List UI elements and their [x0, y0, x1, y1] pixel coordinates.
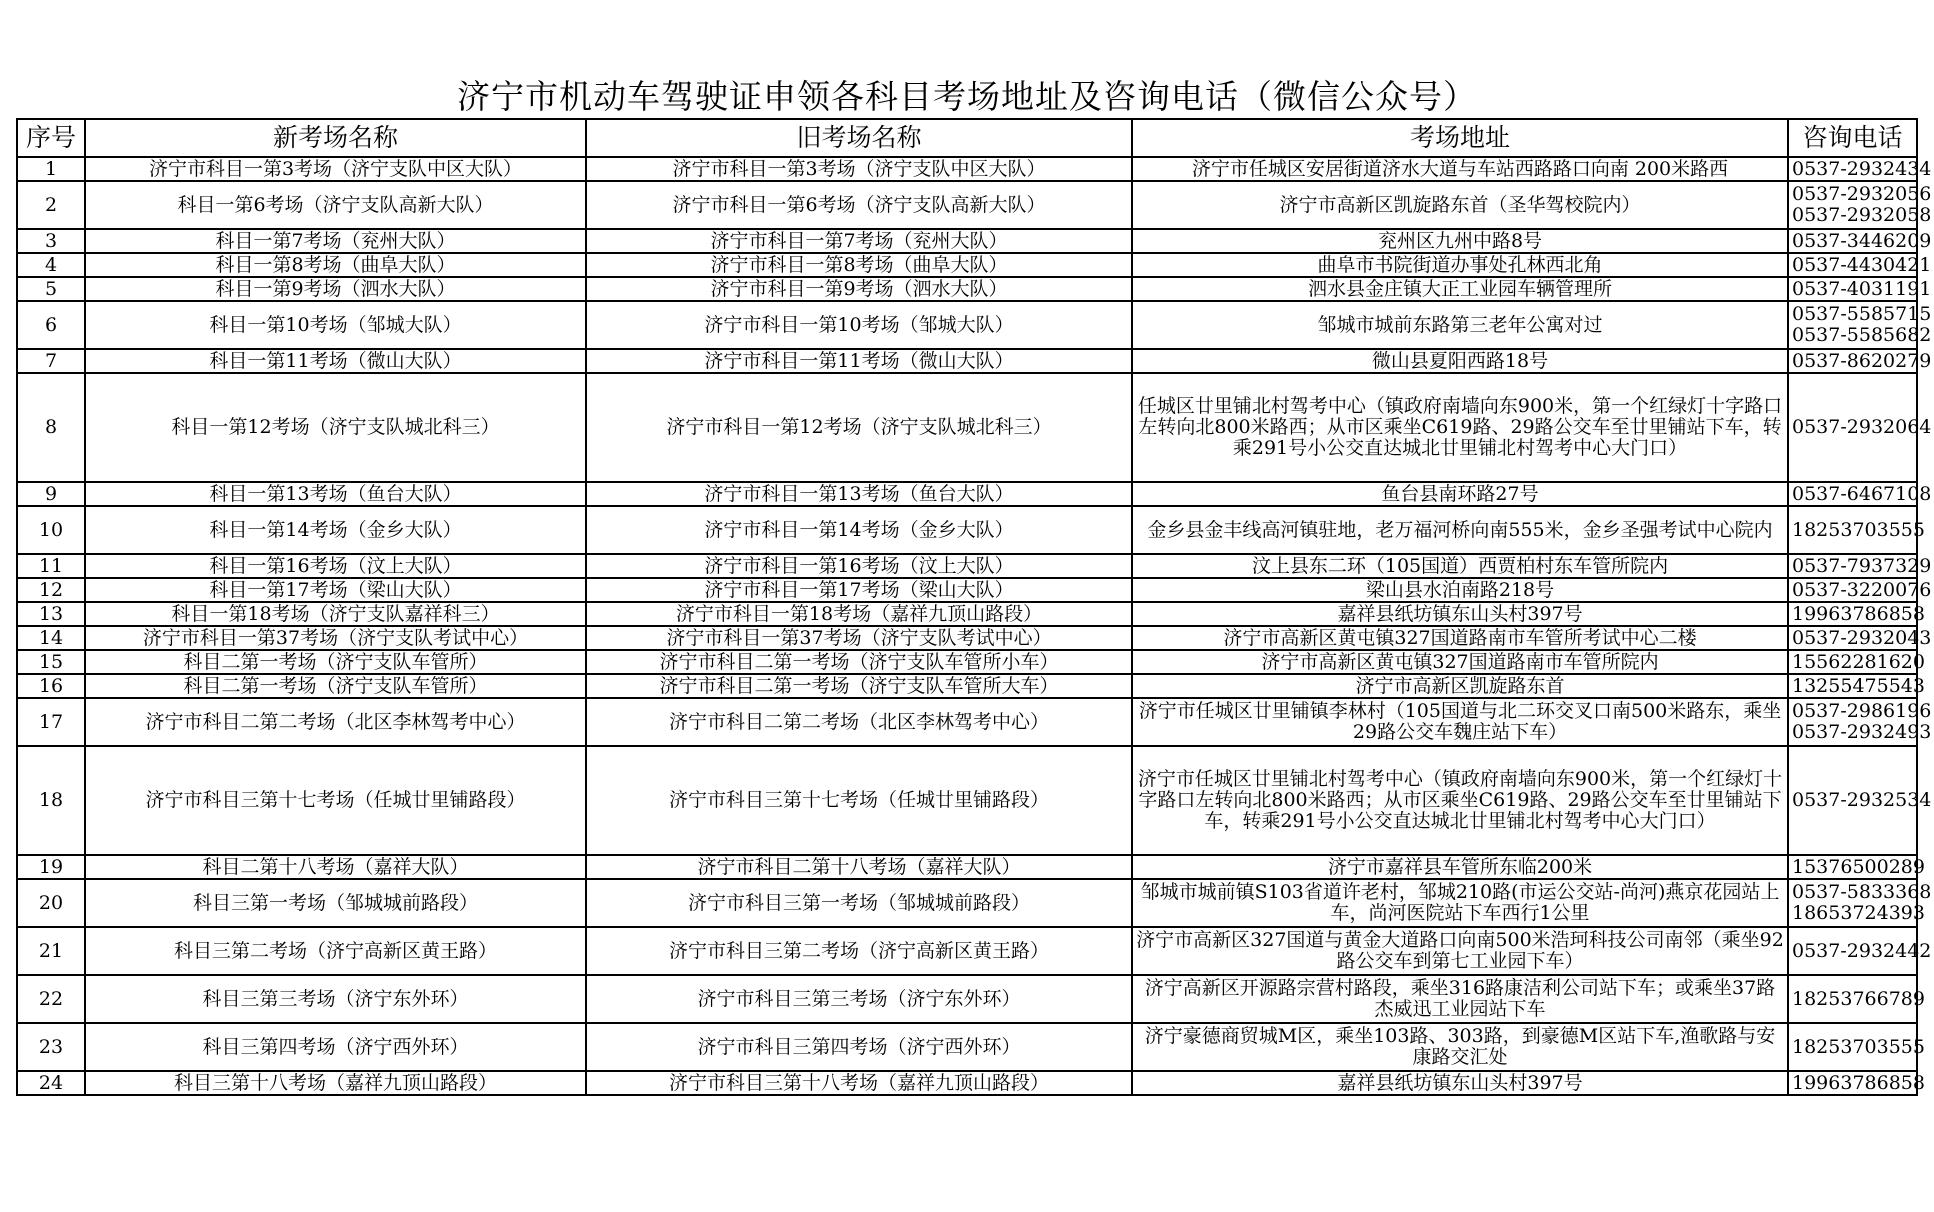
cell-new-name: 济宁市科目三第十七考场（任城廿里铺路段） [85, 746, 586, 855]
phone-number: 15376500289 [1792, 855, 1925, 878]
cell-phone [1788, 674, 1925, 698]
cell-address: 兖州区九州中路8号 [1132, 229, 1788, 253]
header-new-name: 新考场名称 [85, 119, 586, 157]
cell-phone [1788, 927, 1932, 975]
cell-phone [1788, 277, 1932, 301]
phone-number: 0537-2986196 [1792, 700, 1932, 722]
cell-no: 20 [17, 879, 85, 927]
table-row [17, 975, 1917, 1023]
cell-new-name: 科目一第17考场（梁山大队） [85, 578, 586, 602]
phone-number: 19963786858 [1792, 602, 1925, 625]
cell-address: 邹城市城前镇S103省道许老村，邹城210路(市运公交站-尚河)燕京花园站上车，尚河医院站下车西行1公里 [1132, 879, 1788, 927]
cell-address: 嘉祥县纸坊镇东山头村397号 [1132, 1071, 1788, 1095]
cell-phone [1788, 1071, 1925, 1095]
cell-address: 济宁市高新区黄屯镇327国道路南市车管所院内 [1132, 650, 1788, 674]
cell-address: 济宁市高新区黄屯镇327国道路南市车管所考试中心二楼 [1132, 626, 1788, 650]
cell-old-name: 济宁市科目三第二考场（济宁高新区黄王路） [586, 927, 1132, 975]
cell-phone [1788, 157, 1932, 181]
cell-address: 汶上县东二环（105国道）西贾柏村东车管所院内 [1132, 554, 1788, 578]
cell-phone [1788, 602, 1925, 626]
phone-number: 0537-5585715 [1792, 303, 1932, 325]
cell-no: 5 [17, 277, 85, 301]
exam-site-table [16, 118, 1932, 1096]
cell-no: 22 [17, 975, 85, 1023]
cell-address: 济宁市高新区凯旋路东首（圣华驾校院内） [1132, 181, 1788, 229]
cell-old-name: 济宁市科目一第14考场（金乡大队） [586, 506, 1132, 554]
cell-phone [1788, 855, 1925, 879]
cell-new-name: 科目一第18考场（济宁支队嘉祥科三） [85, 602, 586, 626]
phone-number: 0537-3220076 [1792, 578, 1932, 601]
cell-new-name: 科目二第一考场（济宁支队车管所） [85, 650, 586, 674]
cell-address: 泗水县金庄镇大正工业园车辆管理所 [1132, 277, 1788, 301]
table-row [17, 626, 1917, 650]
cell-address: 金乡县金丰线高河镇驻地，老万福河桥向南555米，金乡圣强考试中心院内 [1132, 506, 1788, 554]
phone-number: 0537-2932534 [1792, 789, 1932, 811]
header-old-name: 旧考场名称 [586, 119, 1132, 157]
cell-old-name: 济宁市科目一第3考场（济宁支队中区大队） [586, 157, 1132, 181]
cell-old-name: 济宁市科目一第6考场（济宁支队高新大队） [586, 181, 1132, 229]
cell-no: 14 [17, 626, 85, 650]
cell-old-name: 济宁市科目三第十八考场（嘉祥九顶山路段） [586, 1071, 1132, 1095]
phone-number: 18253703555 [1792, 1035, 1925, 1058]
phone-number: 0537-6467108 [1792, 482, 1932, 505]
cell-phone [1788, 373, 1932, 482]
table-row [17, 301, 1917, 349]
cell-old-name: 济宁市科目二第十八考场（嘉祥大队） [586, 855, 1132, 879]
cell-address: 济宁市任城区廿里铺北村驾考中心（镇政府南墙向东900米，第一个红绿灯十字路口左转向北800米路西；从市区乘坐C619路、29路公交车至廿里铺站下车，转乘291号小公交直达城北廿里铺北村驾考中心大门口） [1132, 746, 1788, 855]
cell-address: 济宁高新区开源路宗营村路段，乘坐316路康洁利公司站下车；或乘坐37路杰威迅工业园站下车 [1132, 975, 1788, 1023]
cell-address: 鱼台县南环路27号 [1132, 482, 1788, 506]
cell-address: 济宁市嘉祥县车管所东临200米 [1132, 855, 1788, 879]
cell-phone [1788, 975, 1925, 1023]
cell-new-name: 济宁市科目一第3考场（济宁支队中区大队） [85, 157, 586, 181]
table-row [17, 253, 1917, 277]
cell-no: 1 [17, 157, 85, 181]
phone-number: 0537-2932043 [1792, 626, 1932, 649]
cell-no: 23 [17, 1023, 85, 1071]
cell-new-name: 科目一第8考场（曲阜大队） [85, 253, 586, 277]
cell-no: 9 [17, 482, 85, 506]
cell-no: 16 [17, 674, 85, 698]
phone-number: 0537-3446209 [1792, 229, 1932, 252]
cell-old-name: 济宁市科目一第18考场（嘉祥九顶山路段） [586, 602, 1132, 626]
cell-new-name: 科目三第四考场（济宁西外环） [85, 1023, 586, 1071]
cell-no: 13 [17, 602, 85, 626]
cell-no: 17 [17, 698, 85, 746]
cell-new-name: 科目一第6考场（济宁支队高新大队） [85, 181, 586, 229]
header-address: 考场地址 [1132, 119, 1788, 157]
table-row [17, 1023, 1917, 1071]
header-row [17, 119, 1917, 157]
table-row [17, 746, 1917, 855]
phone-number: 0537-5585682 [1792, 324, 1932, 346]
phone-number: 13255475543 [1792, 674, 1925, 697]
header-phone: 咨询电话 [1788, 119, 1917, 157]
table-row [17, 229, 1917, 253]
cell-no: 18 [17, 746, 85, 855]
cell-phone [1788, 181, 1932, 229]
cell-old-name: 济宁市科目一第16考场（汶上大队） [586, 554, 1132, 578]
table-row [17, 1071, 1917, 1095]
cell-address: 任城区廿里铺北村驾考中心（镇政府南墙向东900米，第一个红绿灯十字路口左转向北800米路西；从市区乘坐C619路、29路公交车至廿里铺站下车，转乘291号小公交直达城北廿里铺北村驾考中心大门口） [1132, 373, 1788, 482]
cell-phone [1788, 698, 1932, 746]
cell-no: 7 [17, 349, 85, 373]
phone-number: 0537-4031191 [1792, 277, 1932, 300]
cell-phone [1788, 506, 1925, 554]
table-row [17, 602, 1917, 626]
phone-number: 0537-2932064 [1792, 416, 1932, 438]
cell-phone [1788, 879, 1932, 927]
cell-no: 12 [17, 578, 85, 602]
phone-number: 19963786858 [1792, 1071, 1925, 1094]
cell-address: 嘉祥县纸坊镇东山头村397号 [1132, 602, 1788, 626]
cell-new-name: 科目一第11考场（微山大队） [85, 349, 586, 373]
table-row [17, 157, 1917, 181]
cell-address: 曲阜市书院街道办事处孔林西北角 [1132, 253, 1788, 277]
table-row [17, 927, 1917, 975]
cell-address: 济宁市高新区327国道与黄金大道路口向南500米浩珂科技公司南邻（乘坐92路公交车到第七工业园下车） [1132, 927, 1788, 975]
cell-phone [1788, 554, 1932, 578]
table-row [17, 349, 1917, 373]
table-row [17, 698, 1917, 746]
cell-address: 微山县夏阳西路18号 [1132, 349, 1788, 373]
cell-phone [1788, 301, 1932, 349]
cell-new-name: 科目一第7考场（兖州大队） [85, 229, 586, 253]
cell-phone [1788, 578, 1932, 602]
phone-number: 18253703555 [1792, 518, 1925, 541]
cell-phone [1788, 650, 1925, 674]
cell-no: 3 [17, 229, 85, 253]
cell-phone [1788, 229, 1932, 253]
table-row [17, 277, 1917, 301]
cell-address: 邹城市城前东路第三老年公寓对过 [1132, 301, 1788, 349]
cell-new-name: 科目一第16考场（汶上大队） [85, 554, 586, 578]
cell-old-name: 济宁市科目二第一考场（济宁支队车管所小车） [586, 650, 1132, 674]
cell-new-name: 科目一第10考场（邹城大队） [85, 301, 586, 349]
cell-new-name: 济宁市科目一第37考场（济宁支队考试中心） [85, 626, 586, 650]
table-row [17, 674, 1917, 698]
cell-new-name: 科目三第一考场（邹城城前路段） [85, 879, 586, 927]
cell-no: 15 [17, 650, 85, 674]
phone-number: 0537-2932056 [1792, 183, 1932, 205]
cell-old-name: 济宁市科目二第二考场（北区李林驾考中心） [586, 698, 1132, 746]
phone-number: 18253766789 [1792, 987, 1925, 1010]
cell-old-name: 济宁市科目三第三考场（济宁东外环） [586, 975, 1132, 1023]
table-row [17, 879, 1917, 927]
cell-new-name: 科目三第二考场（济宁高新区黄王路） [85, 927, 586, 975]
cell-old-name: 济宁市科目一第7考场（兖州大队） [586, 229, 1132, 253]
cell-old-name: 济宁市科目三第四考场（济宁西外环） [586, 1023, 1132, 1071]
phone-number: 0537-8620279 [1792, 349, 1932, 372]
cell-new-name: 科目二第一考场（济宁支队车管所） [85, 674, 586, 698]
cell-phone [1788, 253, 1932, 277]
cell-old-name: 济宁市科目一第11考场（微山大队） [586, 349, 1132, 373]
cell-address: 济宁豪德商贸城M区，乘坐103路、303路，到豪德M区站下车,渔歌路与安康路交汇处 [1132, 1023, 1788, 1071]
cell-old-name: 济宁市科目二第一考场（济宁支队车管所大车） [586, 674, 1132, 698]
cell-address: 济宁市高新区凯旋路东首 [1132, 674, 1788, 698]
cell-old-name: 济宁市科目一第13考场（鱼台大队） [586, 482, 1132, 506]
table-row [17, 554, 1917, 578]
cell-new-name: 科目三第十八考场（嘉祥九顶山路段） [85, 1071, 586, 1095]
phone-number: 0537-2932434 [1792, 157, 1932, 180]
cell-new-name: 科目一第9考场（泗水大队） [85, 277, 586, 301]
cell-no: 24 [17, 1071, 85, 1095]
cell-new-name: 科目一第13考场（鱼台大队） [85, 482, 586, 506]
phone-number: 0537-7937329 [1792, 554, 1932, 577]
cell-address: 济宁市任城区廿里铺镇李林村（105国道与北二环交叉口南500米路东，乘坐29路公交车魏庄站下车） [1132, 698, 1788, 746]
cell-new-name: 科目一第12考场（济宁支队城北科三） [85, 373, 586, 482]
cell-no: 4 [17, 253, 85, 277]
table-row [17, 506, 1917, 554]
cell-no: 11 [17, 554, 85, 578]
table-row [17, 373, 1917, 482]
cell-no: 6 [17, 301, 85, 349]
phone-number: 18653724393 [1792, 902, 1925, 924]
cell-phone [1788, 482, 1932, 506]
cell-old-name: 济宁市科目一第8考场（曲阜大队） [586, 253, 1132, 277]
table-row [17, 650, 1917, 674]
table-row [17, 482, 1917, 506]
cell-old-name: 济宁市科目一第10考场（邹城大队） [586, 301, 1132, 349]
cell-phone [1788, 1023, 1925, 1071]
cell-new-name: 科目三第三考场（济宁东外环） [85, 975, 586, 1023]
cell-address: 梁山县水泊南路218号 [1132, 578, 1788, 602]
table-row [17, 855, 1917, 879]
table-row [17, 181, 1917, 229]
cell-no: 10 [17, 506, 85, 554]
phone-number: 15562281620 [1792, 650, 1925, 673]
phone-number: 0537-2932058 [1792, 204, 1932, 226]
cell-old-name: 济宁市科目三第十七考场（任城廿里铺路段） [586, 746, 1132, 855]
cell-old-name: 济宁市科目一第12考场（济宁支队城北科三） [586, 373, 1132, 482]
cell-phone [1788, 626, 1932, 650]
table-row [17, 578, 1917, 602]
cell-address: 济宁市任城区安居街道济水大道与车站西路路口向南 200米路西 [1132, 157, 1788, 181]
cell-no: 2 [17, 181, 85, 229]
cell-old-name: 济宁市科目一第37考场（济宁支队考试中心） [586, 626, 1132, 650]
document-title: 济宁市机动车驾驶证申领各科目考场地址及咨询电话（微信公众号） [457, 77, 1477, 116]
phone-number: 0537-4430421 [1792, 253, 1932, 276]
cell-old-name: 济宁市科目一第9考场（泗水大队） [586, 277, 1132, 301]
cell-new-name: 济宁市科目二第二考场（北区李林驾考中心） [85, 698, 586, 746]
phone-number: 0537-5833368 [1792, 881, 1932, 903]
header-no: 序号 [17, 119, 85, 157]
cell-phone [1788, 746, 1932, 855]
cell-no: 8 [17, 373, 85, 482]
cell-new-name: 科目一第14考场（金乡大队） [85, 506, 586, 554]
cell-new-name: 科目二第十八考场（嘉祥大队） [85, 855, 586, 879]
phone-number: 0537-2932493 [1792, 721, 1932, 743]
cell-old-name: 济宁市科目一第17考场（梁山大队） [586, 578, 1132, 602]
cell-no: 21 [17, 927, 85, 975]
cell-phone [1788, 349, 1932, 373]
cell-old-name: 济宁市科目三第一考场（邹城城前路段） [586, 879, 1132, 927]
phone-number: 0537-2932442 [1792, 939, 1932, 962]
cell-no: 19 [17, 855, 85, 879]
